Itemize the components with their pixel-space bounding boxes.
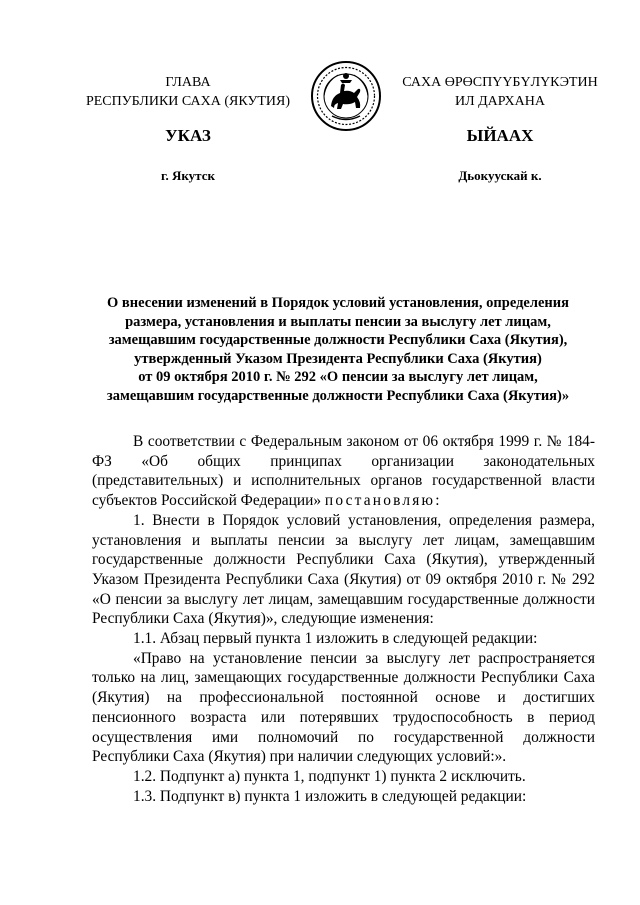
decree-label-sakha: ЫЙААХ [466, 126, 534, 145]
coat-of-arms-emblem-icon [310, 60, 382, 132]
body-paragraph: «Право на установление пенсии за выслугу лет распространяется только на лиц, замещающих государственные должности Республики Саха (Якутия) на профессиональной постоянной основе и достигших пенсионного возраста или потерявших трудоспособность в период осуществления ими полномочий по государственной должности Республики Саха (Якутия) при наличии следующих условий:». [92, 649, 595, 766]
title-line: замещавшим государственные должности Республики Саха (Якутия), [108, 332, 568, 348]
header-left-line1: ГЛАВА [165, 75, 211, 90]
preamble-colon: : [435, 492, 440, 510]
title-line: размера, установления и выплаты пенсии за выслугу лет лицам, [125, 313, 551, 330]
body-paragraph: 1.1. Абзац первый пункта 1 изложить в следующей редакции: [133, 630, 538, 648]
city-label-sakha: Дьокуускай к. [458, 168, 542, 183]
body-paragraph: 1. Внести в Порядок условий установления, определения размера, установления и выплаты пенсии за выслугу лет лицам, замещавшим государственные должности Республики Саха (Якутия), утвержденный Указом Президента Республики Саха (Якутия) от 09 октября 2010 г. № 292 «О пенсии за выслугу лет лицам, замещавшим государственные должности Республики Саха (Якутия)», следующие изменения: [92, 511, 595, 628]
title-line: замещавшим государственные должности Республики Саха (Якутия)» [106, 387, 570, 404]
header-right [392, 73, 608, 111]
decree-keyword: постановляю [324, 492, 436, 510]
decree-label-ru: УКАЗ [165, 126, 211, 145]
preamble-text: В соответствии с Федеральным законом от 06 октября 1999 г. № 184-ФЗ «Об общих принципах организации законодательных (представительных) и исполнительных органов государственной власти субъектов Российской Федерации» [92, 433, 595, 510]
title-line: от 09 октября 2010 г. № 292 «О пенсии за выслугу лет лицам, [138, 369, 538, 385]
header-right-line2: ИЛ ДАРХАНА [454, 94, 545, 109]
document-title [88, 294, 588, 405]
body-paragraph: 1.3. Подпункт в) пункта 1 изложить в следующей редакции: [133, 787, 527, 805]
document-body [92, 432, 595, 806]
header-right-line1: САХА ӨРӨСПҮҮБҮЛҮКЭТИН [402, 75, 598, 90]
body-paragraph: 1.2. Подпункт а) пункта 1, подпункт 1) пункта 2 исключить. [133, 767, 526, 785]
title-line: О внесении изменений в Порядок условий установления, определения [107, 295, 569, 311]
body-paragraph-preamble [92, 432, 595, 511]
header-left [68, 73, 308, 111]
title-line: утвержденный Указом Президента Республики Саха (Якутия) [134, 350, 542, 367]
city-label-ru: г. Якутск [161, 168, 215, 183]
header-left-line2: РЕСПУБЛИКИ САХА (ЯКУТИЯ) [85, 94, 291, 109]
